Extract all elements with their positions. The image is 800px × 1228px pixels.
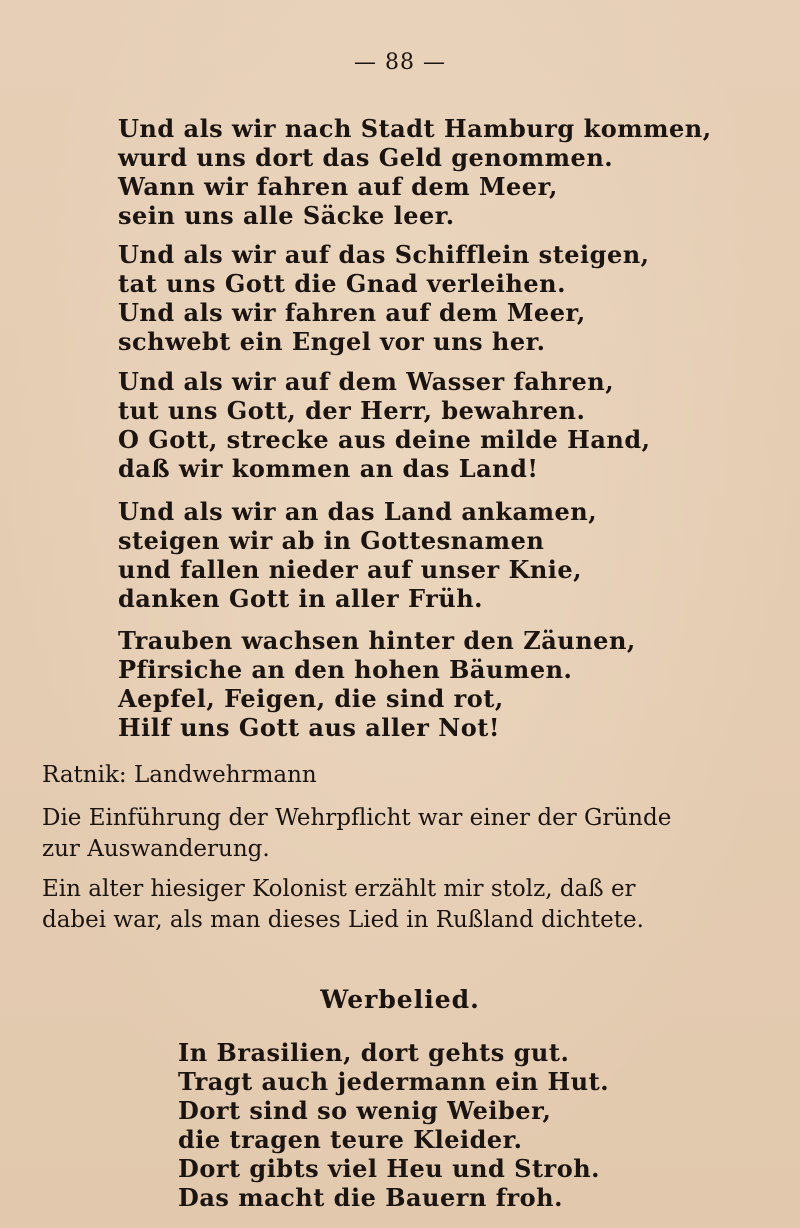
verse-line: Trauben wachsen hinter den Zäunen, (118, 626, 636, 655)
verse-line: und fallen nieder auf unser Knie, (118, 555, 583, 584)
verse-line: sein uns alle Säcke leer. (118, 201, 455, 230)
verse-line: Tragt auch jedermann ein Hut. (178, 1067, 610, 1096)
stanza-3 (118, 367, 650, 483)
verse-line: Und als wir auf dem Wasser fahren, (118, 367, 615, 396)
stanza-5 (118, 626, 636, 742)
verse-line: Dort sind so wenig Weiber, (178, 1096, 552, 1125)
verse-line: Wann wir fahren auf dem Meer, (118, 172, 558, 201)
verse-line: Und als wir auf das Schifflein steigen, (118, 240, 650, 269)
verse-line: Das macht die Bauern froh. (178, 1183, 563, 1212)
verse-line: steigen wir ab in Gottesnamen (118, 526, 545, 555)
stanza-4 (118, 497, 597, 613)
note-paragraph-2 (42, 874, 644, 936)
stanza-2 (118, 240, 650, 356)
verse-line: Und als wir nach Stadt Hamburg kommen, (118, 114, 712, 143)
note-paragraph-1 (42, 803, 671, 865)
note-line: Ein alter hiesiger Kolonist erzählt mir stolz, daß er (42, 876, 636, 902)
verse-line: Aepfel, Feigen, die sind rot, (118, 684, 504, 713)
note-line: zur Auswanderung. (42, 836, 270, 862)
verse-line: wurd uns dort das Geld genommen. (118, 143, 614, 172)
verse-line: O Gott, strecke aus deine milde Hand, (118, 425, 651, 454)
page-number: — 88 — (354, 50, 446, 75)
verse-line: tat uns Gott die Gnad verleihen. (118, 269, 566, 298)
werbelied-verse (178, 1038, 609, 1212)
note-line: Die Einführung der Wehrpflicht war einer der Gründe (42, 805, 672, 831)
verse-line: schwebt ein Engel vor uns her. (118, 327, 546, 356)
verse-line: daß wir kommen an das Land! (118, 454, 539, 483)
werbelied-title: Werbelied. (320, 985, 480, 1014)
note-source: Ratnik: Landwehrmann (42, 762, 317, 788)
note-line: dabei war, als man dieses Lied in Rußland dichtete. (42, 907, 644, 933)
verse-line: In Brasilien, dort gehts gut. (178, 1038, 570, 1067)
verse-line: Und als wir an das Land ankamen, (118, 497, 598, 526)
verse-line: Hilf uns Gott aus aller Not! (118, 713, 500, 742)
verse-line: die tragen teure Kleider. (178, 1125, 523, 1154)
verse-line: Pfirsiche an den hohen Bäumen. (118, 655, 573, 684)
verse-line: tut uns Gott, der Herr, bewahren. (118, 396, 586, 425)
verse-line: Dort gibts viel Heu und Stroh. (178, 1154, 601, 1183)
stanza-1 (118, 114, 712, 230)
verse-line: danken Gott in aller Früh. (118, 584, 484, 613)
verse-line: Und als wir fahren auf dem Meer, (118, 298, 586, 327)
